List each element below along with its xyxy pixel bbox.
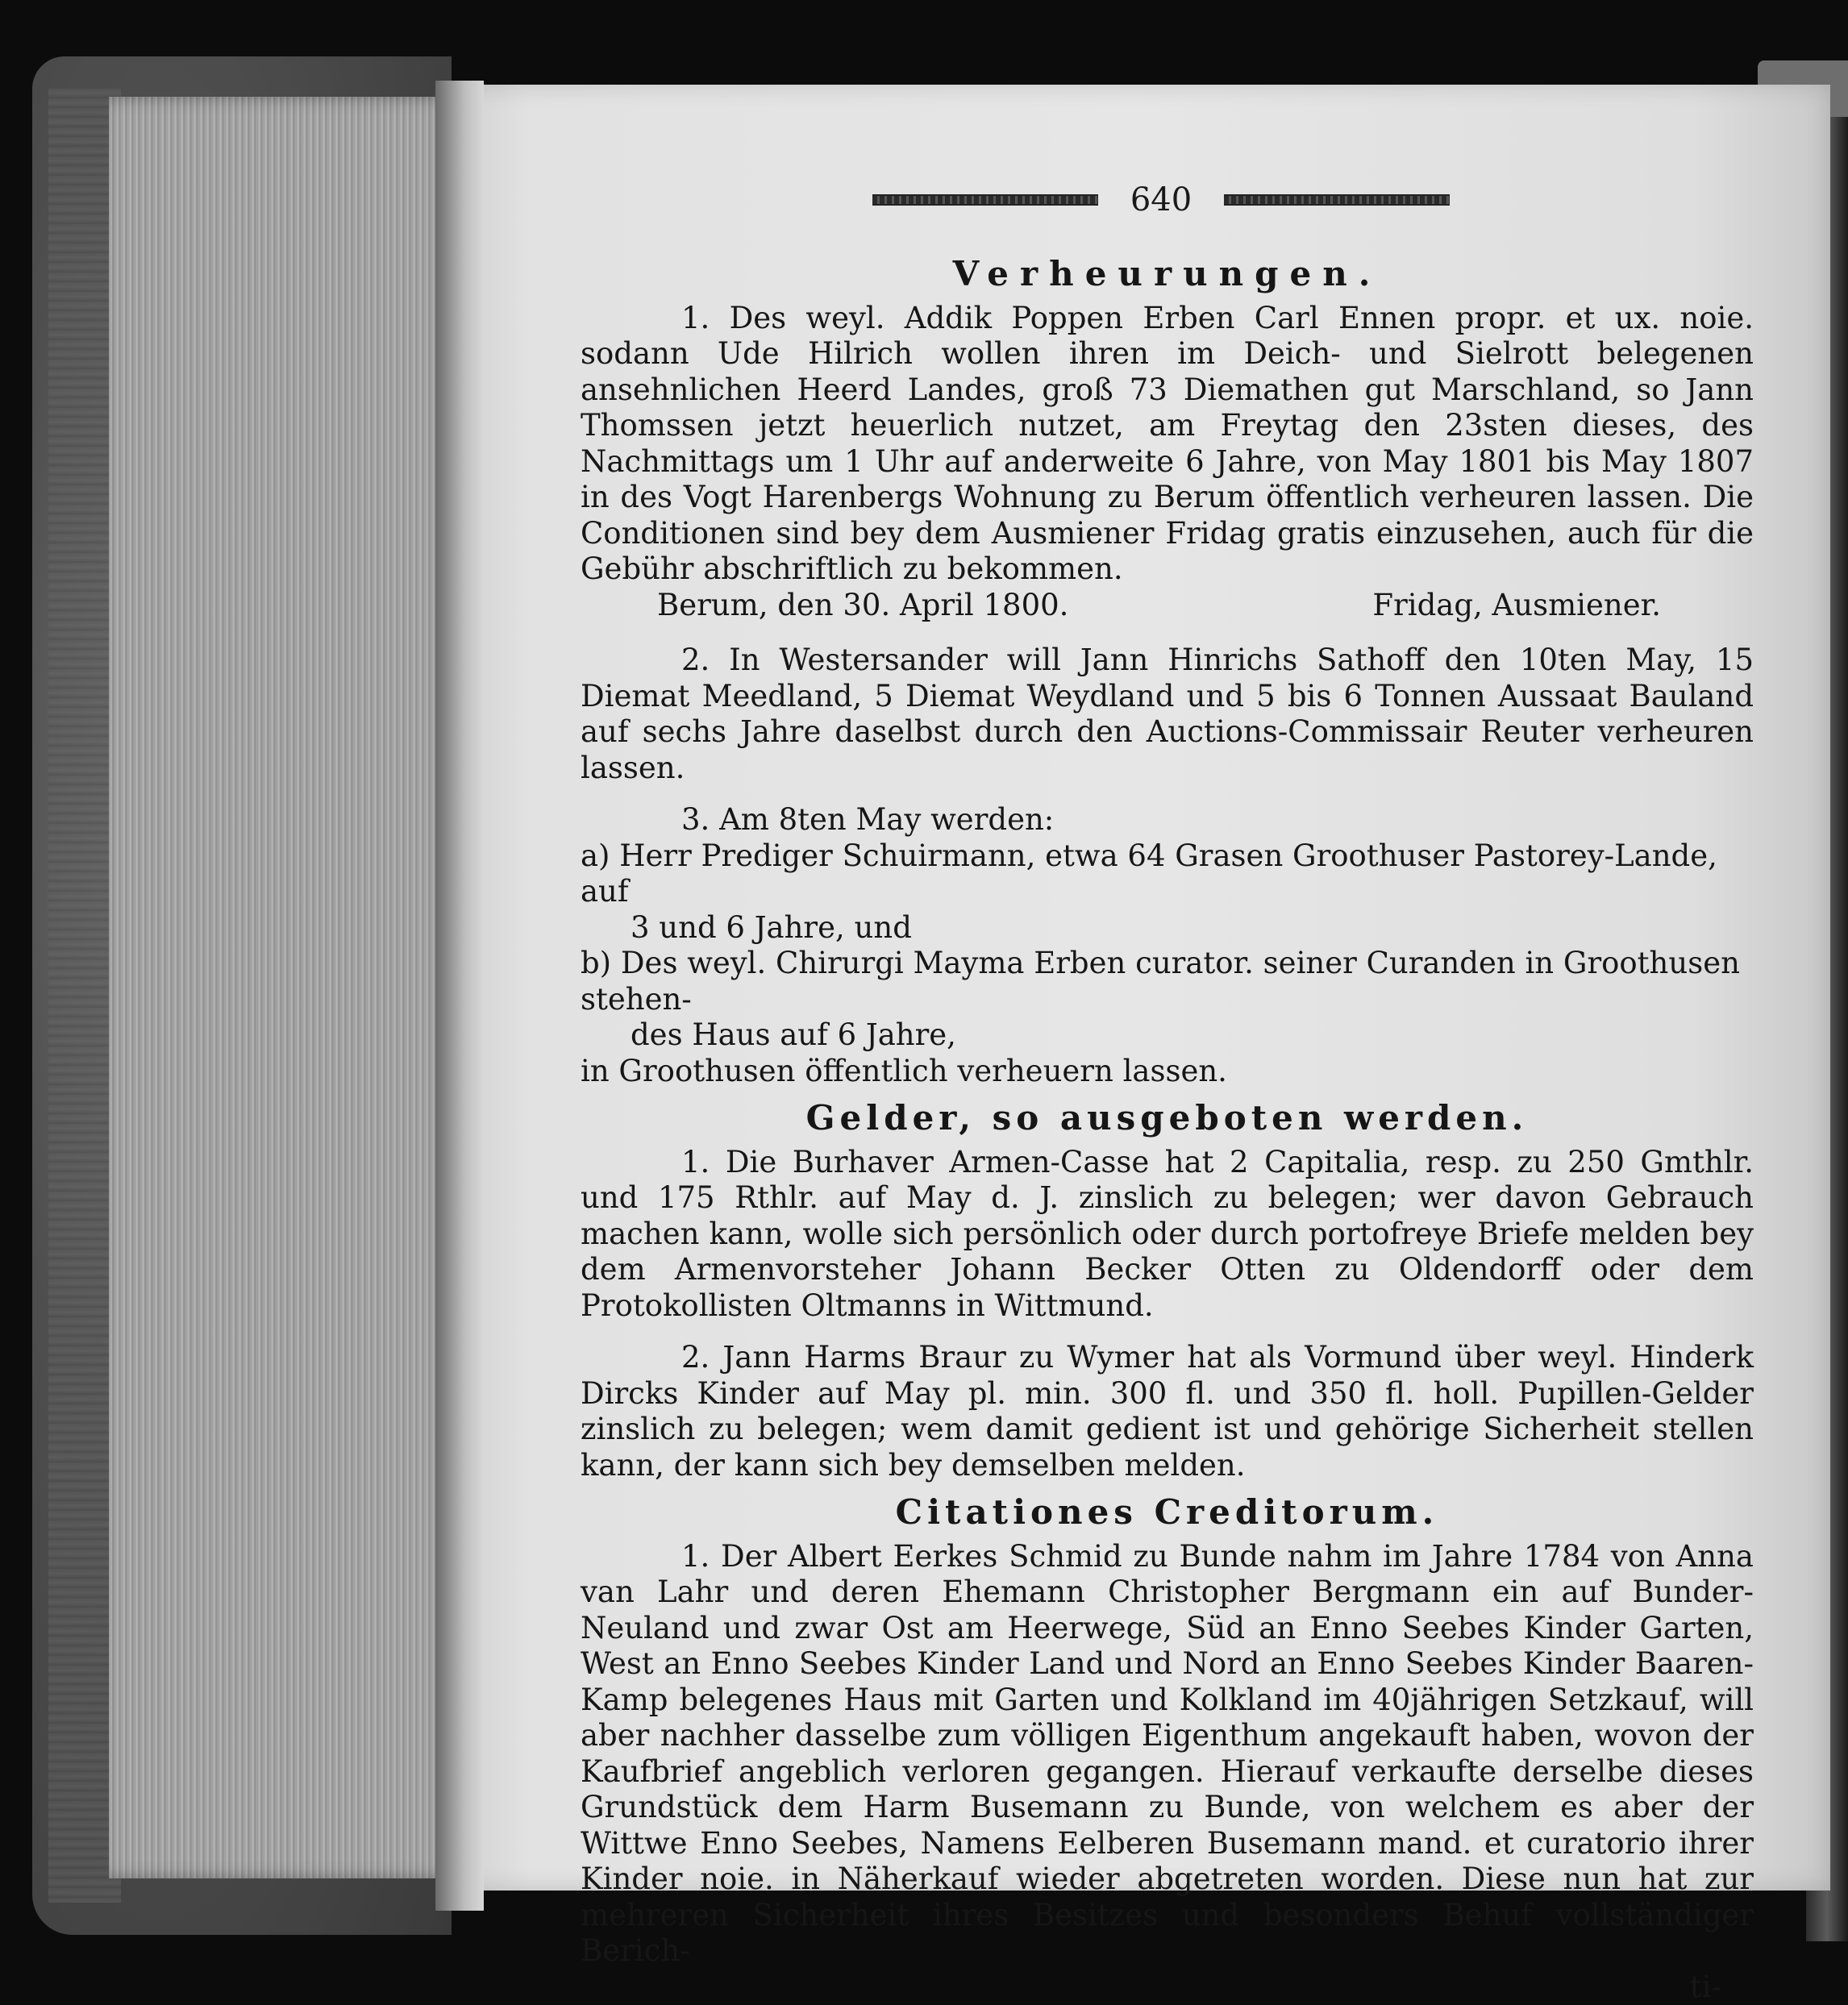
list-item-continuation: des Haus auf 6 Jahre, — [581, 1017, 1754, 1054]
signature-line — [581, 588, 1754, 624]
paragraph: 2. In Westersander will Jann Hinrichs Sathoff den 10ten May, 15 Diemat Meedland, 5 Diemat Weydland und 5 bis 6 Tonnen Aussaat Bauland auf sechs Jahre daselbst durch den Auctions-Commissair Reuter verheuren lassen. — [581, 643, 1754, 786]
ornament-rule-left — [872, 194, 1098, 206]
list-item: a) Herr Prediger Schuirmann, etwa 64 Grasen Groothuser Pastorey-Lande, auf — [581, 838, 1754, 910]
section-heading: Verheurungen. — [581, 256, 1754, 293]
signature-place: Berum, den 30. April 1800. — [657, 588, 1068, 624]
paragraph-closing: in Groothusen öffentlich verheuern lassen. — [581, 1054, 1754, 1090]
page-number: 640 — [1130, 181, 1192, 218]
paragraph: 1. Die Burhaver Armen-Casse hat 2 Capitalia, resp. zu 250 Gmthlr. und 175 Rthlr. auf May d. J. zinslich zu belegen; wer davon Gebrauch machen kann, wolle sich persönlich oder durch portofreye Briefe melden bey dem Armenvorsteher Johann Becker Otten zu Oldendorff oder dem Protokollisten Oltmanns in Wittmund. — [581, 1145, 1754, 1325]
list-item: b) Des weyl. Chirurgi Mayma Erben curator. seiner Curanden in Groothusen stehen- — [581, 946, 1754, 1017]
section-heading: Citationes Creditorum. — [581, 1495, 1754, 1531]
section-heading: Gelder, so ausgeboten werden. — [581, 1100, 1754, 1137]
catchword: ti- — [581, 1970, 1754, 2005]
list-item-continuation: 3 und 6 Jahre, und — [581, 910, 1754, 946]
paragraph: 1. Des weyl. Addik Poppen Erben Carl Ennen propr. et ux. noie. sodann Ude Hilrich wollen ihren im Deich- und Sielrott belegenen ansehnlichen Heerd Landes, groß 73 Diemathen gut Marschland, so Jann Thomssen jetzt heuerlich nutzet, am Freytag den 23sten dieses, des Nachmittags um 1 Uhr auf anderweite 6 Jahre, von May 1801 bis May 1807 in des Vogt Harenbergs Wohnung zu Berum öffentlich verheuren lassen. Die Conditionen sind bey dem Ausmiener Fridag gratis einzusehen, auch für die Gebühr abschriftlich zu bekommen. — [581, 301, 1754, 588]
book-gutter — [435, 81, 484, 1911]
ornament-rule-right — [1224, 194, 1450, 206]
paragraph: 1. Der Albert Eerkes Schmid zu Bunde nahm im Jahre 1784 von Anna van Lahr und deren Ehemann Christopher Bergmann ein auf Bunder-Neuland und zwar Ost am Heerwege, Süd an Enno Seebes Kinder Garten, West an Enno Seebes Kinder Land und Nord an Enno Seebes Kinder Baaren-Kamp belegenes Haus mit Garten und Kolkland im 40jährigen Setzkauf, will aber nachher dasselbe zum völligen Eigenthum angekauft haben, wovon der Kaufbrief angeblich verloren gegangen. Hierauf verkaufte derselbe dieses Grundstück dem Harm Busemann zu Bunde, von welchem es aber der Wittwe Enno Seebes, Namens Eelberen Busemann mand. et curatorio ihrer Kinder noie. in Näherkauf wieder abgetreten worden. Diese nun hat zur mehreren Sicherheit ihres Besitzes und besonders Behuf vollständiger Berich- — [581, 1539, 1754, 1970]
paragraph: 3. Am 8ten May werden: — [581, 802, 1754, 838]
page-stack-edges — [109, 97, 452, 1878]
page-text — [581, 256, 1754, 2005]
signature-name: Fridag, Ausmiener. — [1372, 588, 1661, 624]
paragraph: 2. Jann Harms Braur zu Wymer hat als Vormund über weyl. Hinderk Dircks Kinder auf May pl. min. 300 fl. und 350 fl. holl. Pupillen-Gelder zinslich zu belegen; wem damit gedient ist und gehörige Sicherheit stellen kann, der kann sich bey demselben melden. — [581, 1340, 1754, 1483]
running-head — [855, 176, 1467, 224]
